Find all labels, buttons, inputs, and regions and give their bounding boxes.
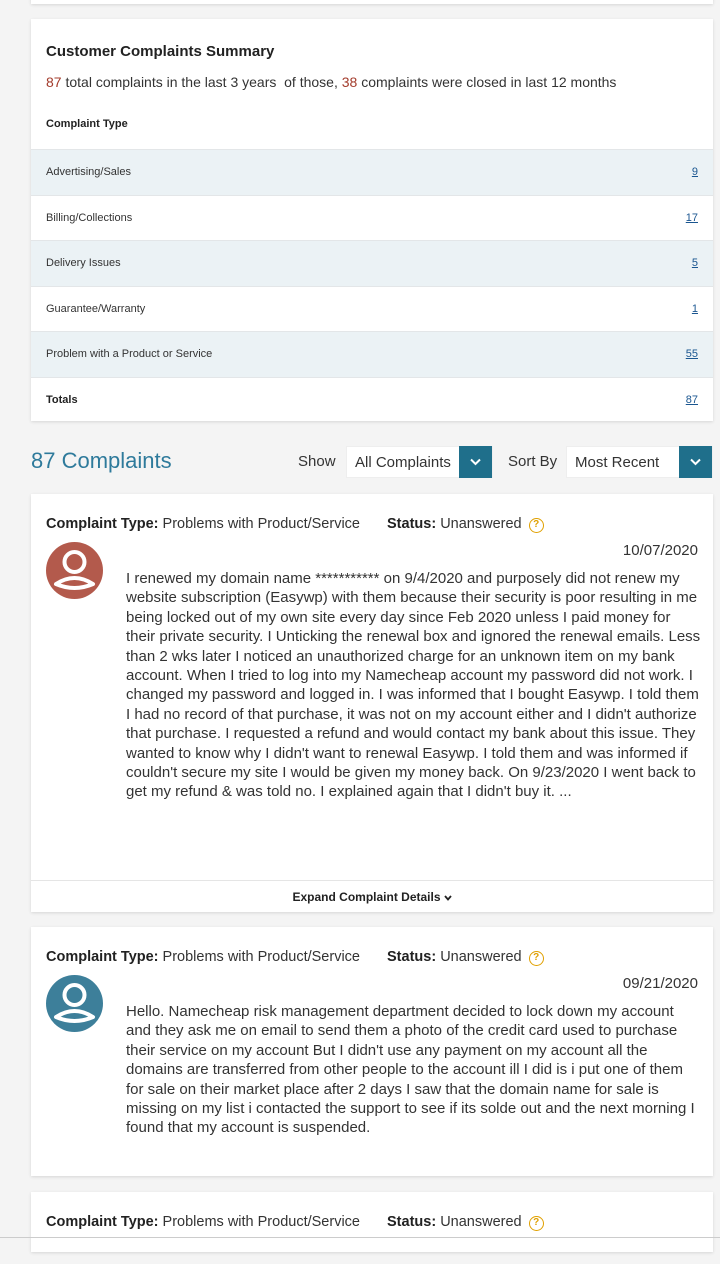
complaint-type-header: Complaint Type (46, 118, 128, 130)
totals-count-link[interactable]: 87 (685, 393, 698, 406)
complaint-type-value: Problems with Product/Service (162, 516, 360, 532)
complaint-status (387, 1214, 544, 1231)
table-row (31, 286, 713, 332)
previous-section-card (31, 0, 713, 4)
table-row (31, 195, 713, 241)
summary-title: Customer Complaints Summary (46, 43, 275, 60)
row-label: Billing/Collections (46, 211, 133, 224)
table-row (31, 240, 713, 286)
totals-row (31, 377, 713, 423)
row-count-link[interactable]: 17 (685, 211, 698, 224)
show-filter-value: All Complaints (355, 453, 451, 471)
complaint-type-value: Problems with Product/Service (162, 1214, 360, 1230)
complaint-type (46, 949, 360, 965)
sort-by-select[interactable] (566, 446, 713, 478)
table-row (31, 149, 713, 195)
status-value: Unanswered (440, 949, 522, 965)
complaint-status (387, 516, 544, 533)
show-filter-select[interactable] (346, 446, 493, 478)
status-value: Unanswered (440, 1214, 522, 1230)
table-row (31, 331, 713, 377)
complaint-card (31, 1192, 713, 1252)
question-circle-icon[interactable]: ? (529, 951, 544, 966)
complaint-type (46, 516, 360, 532)
status-label: Status: (387, 516, 437, 532)
row-label: Delivery Issues (46, 257, 121, 270)
status-value: Unanswered (440, 516, 522, 532)
chevron-down-icon[interactable] (679, 446, 712, 478)
complaint-text: I renewed my domain name *********** on 9/4/2020 and purposely did not renew my website subscription (Easywp) with them because their security is poor resulting in me being locked out of my own site every day since Feb 2020 unless I paid money for their private security. I Unticking the renewal box and ignored the renewal emails. Less than 2 wks later I noticed an unauthorized charge for an unknown item on my bank account. When I tried to log into my Namecheap account my password did not work. I changed my password and logged in. I was informed that I bought Easywp. I told them I had no record of that purchase, it was not on my account either and I didn't authorize that purchase. I requested a refund and would contact my bank about this issue. They wanted to know why I didn't want to renewal Easywp. I told them and was informed if couldn't secure my site I would be given my money back. On 9/23/2020 I went back to get my refund & was told no. I explained again that I didn't buy it. ... (126, 570, 701, 801)
expand-complaint-details-button[interactable] (31, 880, 713, 912)
complaint-text: Hello. Namecheap risk management department decided to lock down my account and they ask me on email to send them a photo of the credit card used to purchase their service on my account But I didn't use any payment on my account all the domains are transferred from other people to the account ill I did is i put one of them for sale on their market place after 2 days I saw that the domain name for sale is missing on my list i contacted the support to see if its solde out and the next morning I found that my account is suspended. (126, 1003, 695, 1137)
complaint-type-label: Complaint Type: (46, 1214, 159, 1230)
row-count-link[interactable]: 9 (691, 166, 698, 179)
summary-subtitle (46, 74, 616, 90)
user-avatar-icon (46, 975, 103, 1032)
closed-complaints-text: complaints were closed in last 12 months (361, 74, 617, 90)
complaint-date: 10/07/2020 (622, 542, 698, 559)
complaint-status (387, 949, 544, 966)
question-circle-icon[interactable]: ? (529, 1216, 544, 1231)
status-label: Status: (387, 949, 437, 965)
total-complaints-text: total complaints in the last 3 years (65, 74, 277, 90)
complaint-date: 09/21/2020 (622, 975, 698, 992)
sort-by-value: Most Recent (575, 453, 660, 471)
row-count-link[interactable]: 5 (691, 257, 698, 270)
sort-by-label: Sort By (508, 453, 558, 470)
complaint-type (46, 1214, 360, 1230)
chevron-down-icon[interactable] (459, 446, 492, 478)
complaint-card (31, 494, 713, 912)
complaint-type-label: Complaint Type: (46, 949, 159, 965)
complaints-summary-card (31, 19, 713, 421)
question-circle-icon[interactable]: ? (529, 518, 544, 533)
row-count-link[interactable]: 55 (685, 348, 698, 361)
closed-complaints-count: 38 (341, 74, 358, 90)
complaints-count-title: 87 Complaints (31, 448, 172, 473)
total-complaints-count: 87 (46, 74, 62, 90)
complaint-card (31, 927, 713, 1176)
complaints-list-header (31, 446, 713, 478)
row-label: Problem with a Product or Service (46, 348, 213, 361)
row-label: Advertising/Sales (46, 166, 131, 179)
show-label: Show (298, 453, 336, 470)
expand-label: Expand Complaint Details (292, 889, 441, 904)
row-label: Guarantee/Warranty (46, 302, 146, 315)
complaint-type-table (31, 149, 713, 422)
status-label: Status: (387, 1214, 437, 1230)
chevron-down-icon (444, 890, 452, 904)
totals-label: Totals (46, 393, 78, 406)
complaint-type-label: Complaint Type: (46, 516, 159, 532)
closed-prefix: of those, (284, 74, 338, 90)
complaint-type-value: Problems with Product/Service (162, 949, 360, 965)
bottom-divider (0, 1237, 720, 1238)
user-avatar-icon (46, 542, 103, 599)
row-count-link[interactable]: 1 (691, 302, 698, 315)
